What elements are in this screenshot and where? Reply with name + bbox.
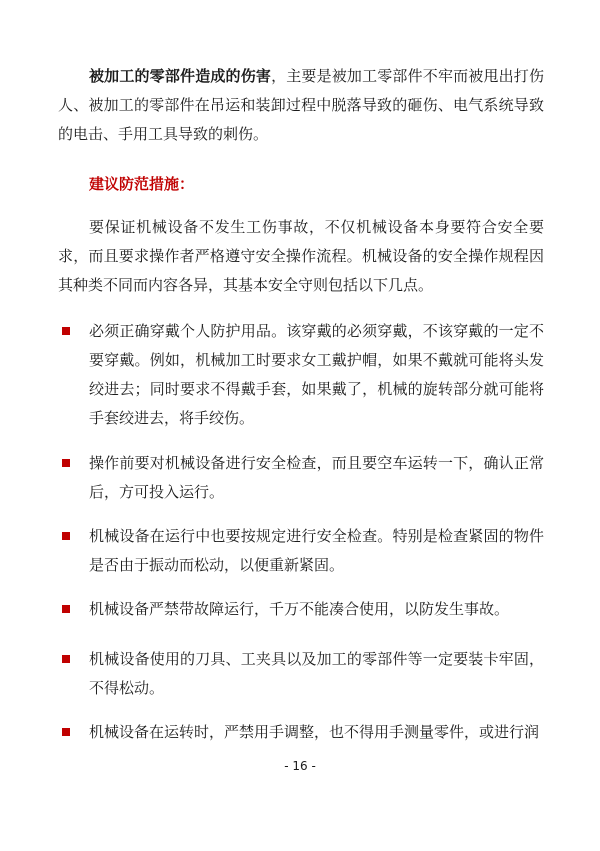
body-paragraph: 要保证机械设备不发生工伤事故，不仅机械设备本身要符合安全要求，而且要求操作者严格遵守安全操作流程。机械设备的安全操作规程因其种类不同而内容各异，其基本安全守则包括以下几点。 — [58, 218, 544, 294]
bullet-item — [58, 522, 544, 580]
bullet-item — [58, 317, 544, 433]
bullet-item — [58, 645, 544, 703]
intro-paragraph — [58, 62, 544, 149]
bullet-text: 机械设备在运行中也要按规定进行安全检查。特别是检查紧固的物件是否由于振动而松动，以便重新紧固。 — [89, 527, 544, 574]
square-bullet-icon — [62, 459, 70, 467]
bullet-item — [58, 718, 544, 747]
bullet-text: 机械设备使用的刀具、工夹具以及加工的零部件等一定要装卡牢固，不得松动。 — [89, 650, 544, 697]
bullet-item — [58, 595, 544, 624]
square-bullet-icon — [62, 327, 70, 335]
section-heading: 建议防范措施： — [89, 175, 195, 193]
bullet-text: 操作前要对机械设备进行安全检查，而且要空车运转一下，确认正常后，方可投入运行。 — [89, 454, 544, 501]
intro-rest: ，主要是被加工零部件不牢而被甩出打伤人、被加工的零部件在吊运和装卸过程中脱落导致的砸伤、电气系统导致的电击、手用工具导致的刺伤。 — [58, 67, 544, 143]
intro-lead: 被加工的零部件造成的伤害 — [89, 67, 272, 85]
bullet-item — [58, 449, 544, 507]
bullet-text: 必须正确穿戴个人防护用品。该穿戴的必须穿戴，不该穿戴的一定不要穿戴。例如，机械加工时要求女工戴护帽，如果不戴就可能将头发绞进去；同时要求不得戴手套，如果戴了，机械的旋转部分就可能将手套绞进去，将手绞伤。 — [89, 322, 544, 427]
square-bullet-icon — [62, 605, 70, 613]
bullet-text: 机械设备在运转时，严禁用手调整，也不得用手测量零件，或进行润 — [89, 723, 540, 741]
bullet-text: 机械设备严禁带故障运行，千万不能凑合使用，以防发生事故。 — [89, 600, 510, 618]
page-number: - 16 - — [284, 759, 316, 773]
square-bullet-icon — [62, 728, 70, 736]
square-bullet-icon — [62, 655, 70, 663]
square-bullet-icon — [62, 532, 70, 540]
